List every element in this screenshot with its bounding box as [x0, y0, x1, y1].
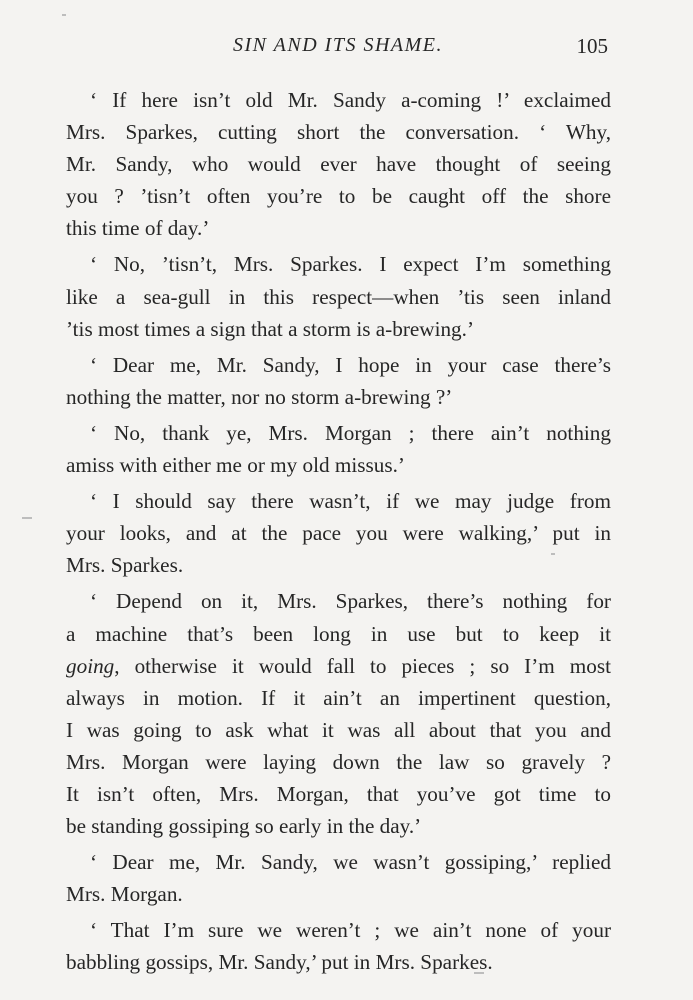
page-number: 105 [576, 34, 608, 58]
paragraph [66, 84, 611, 244]
margin-mark [22, 517, 32, 519]
text-line: ‘ No, ’tisn’t, Mrs. Sparkes. I expect I’m something [90, 252, 611, 277]
page-header [66, 34, 610, 64]
text-line: going, otherwise it would fall to pieces ; so I’m most [66, 653, 611, 678]
text-line: a machine that’s been long in use but to keep it [66, 621, 611, 646]
text-line: like a sea-gull in this respect—when ’tis seen inland [66, 284, 611, 309]
body-text [66, 84, 611, 979]
text-line: ‘ No, thank ye, Mrs. Morgan ; there ain’t nothing [90, 420, 611, 445]
paragraph [66, 349, 611, 413]
text-line: amiss with either me or my old missus.’ [66, 453, 405, 478]
paragraph [66, 585, 611, 842]
running-head: SIN AND ITS SHAME. [233, 34, 443, 56]
paragraph [66, 417, 611, 481]
text-line: babbling gossips, Mr. Sandy,’ put in Mrs. Sparkes. [66, 950, 493, 975]
text-line: Mrs. Sparkes, cutting short the conversation. ‘ Why, [66, 120, 611, 145]
text-line: Mrs. Morgan. [66, 882, 183, 907]
text-line: Mrs. Sparkes. [66, 553, 184, 578]
text-line: nothing the matter, nor no storm a-brewing ?’ [66, 384, 453, 409]
text-line: you ? ’tisn’t often you’re to be caught off the shore [66, 184, 611, 209]
text-line: ‘ I should say there wasn’t, if we may judge from [90, 489, 611, 514]
text-line: ‘ That I’m sure we weren’t ; we ain’t none of your [90, 918, 611, 943]
text-line: always in motion. If it ain’t an impertinent question, [66, 685, 611, 710]
paragraph [66, 248, 611, 344]
text-line: It isn’t often, Mrs. Morgan, that you’ve got time to [66, 781, 611, 806]
paragraph [66, 914, 611, 978]
text-line: your looks, and at the pace you were walking,’ put in [66, 521, 611, 546]
paragraph [66, 846, 611, 910]
text-line: ‘ Dear me, Mr. Sandy, we wasn’t gossiping,’ replied [90, 850, 611, 875]
text-line: this time of day.’ [66, 216, 210, 241]
margin-mark [62, 14, 66, 16]
text-line: I was going to ask what it was all about that you and [66, 717, 611, 742]
text-line: ‘ Depend on it, Mrs. Sparkes, there’s nothing for [90, 589, 611, 614]
text-line: ‘ Dear me, Mr. Sandy, I hope in your case there’s [90, 352, 611, 377]
text-line: ’tis most times a sign that a storm is a-brewing.’ [66, 316, 475, 341]
text-line: Mrs. Morgan were laying down the law so gravely ? [66, 749, 611, 774]
italic-word: going [66, 653, 115, 678]
text-line: be standing gossiping so early in the day.’ [66, 814, 422, 839]
text-line: Mr. Sandy, who would ever have thought of seeing [66, 152, 611, 177]
text-line: ‘ If here isn’t old Mr. Sandy a-coming !’ exclaimed [90, 88, 611, 112]
paragraph [66, 485, 611, 581]
